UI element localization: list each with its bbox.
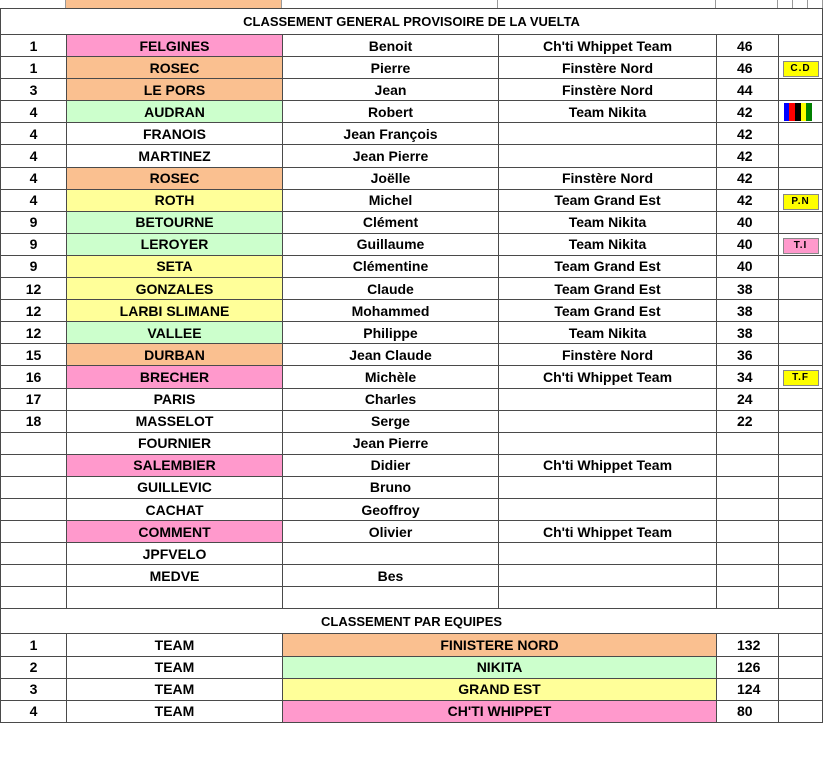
rider-badge-cell: [779, 189, 823, 211]
rider-points: [717, 454, 779, 476]
rider-first-name: Michèle: [283, 366, 499, 388]
top-strip: [0, 0, 824, 8]
rider-rank: 1: [1, 57, 67, 79]
rider-points: [717, 498, 779, 520]
rainbow-jersey-icon: [784, 103, 818, 121]
rider-rank: 9: [1, 255, 67, 277]
rider-team: [499, 498, 717, 520]
rider-last-name: [67, 587, 283, 609]
rider-first-name: Guillaume: [283, 233, 499, 255]
rider-team: Finstère Nord: [499, 79, 717, 101]
team-row: [1, 634, 823, 656]
jersey-badge: T.I: [783, 238, 819, 254]
rider-points: 34: [717, 366, 779, 388]
rider-points: 42: [717, 189, 779, 211]
rider-team: Team Nikita: [499, 322, 717, 344]
rider-rank: 15: [1, 344, 67, 366]
rider-team: [499, 432, 717, 454]
rider-rank: 3: [1, 79, 67, 101]
rider-row: [1, 498, 823, 520]
rider-first-name: Mohammed: [283, 300, 499, 322]
rider-points: 38: [717, 322, 779, 344]
rider-first-name: Philippe: [283, 322, 499, 344]
team-points: 132: [717, 634, 779, 656]
rider-points: 38: [717, 300, 779, 322]
rider-rank: 4: [1, 189, 67, 211]
rider-first-name: [283, 587, 499, 609]
rider-badge-cell: [779, 410, 823, 432]
rider-row: [1, 344, 823, 366]
rider-row: [1, 543, 823, 565]
rider-team: Team Grand Est: [499, 189, 717, 211]
team-name: CH'TI WHIPPET: [283, 700, 717, 722]
team-row: [1, 656, 823, 678]
rider-badge-cell: [779, 454, 823, 476]
team-label: TEAM: [67, 634, 283, 656]
rider-row: [1, 410, 823, 432]
rider-last-name: BRECHER: [67, 366, 283, 388]
rider-row: [1, 79, 823, 101]
team-label: TEAM: [67, 656, 283, 678]
rider-rank: 9: [1, 233, 67, 255]
rider-first-name: Michel: [283, 189, 499, 211]
rider-rank: 16: [1, 366, 67, 388]
top-strip-cell: [778, 0, 793, 8]
rider-first-name: Pierre: [283, 57, 499, 79]
rider-last-name: COMMENT: [67, 521, 283, 543]
rider-points: [717, 543, 779, 565]
team-points: 124: [717, 678, 779, 700]
team-row: [1, 700, 823, 722]
rider-first-name: Olivier: [283, 521, 499, 543]
team-name: NIKITA: [283, 656, 717, 678]
top-strip-cell: [498, 0, 716, 8]
rider-team: [499, 145, 717, 167]
team-label: TEAM: [67, 700, 283, 722]
rider-first-name: Jean Pierre: [283, 145, 499, 167]
page-title: CLASSEMENT GENERAL PROVISOIRE DE LA VUELTA: [1, 9, 823, 35]
rider-points: [717, 587, 779, 609]
rider-points: 24: [717, 388, 779, 410]
rider-team: Ch'ti Whippet Team: [499, 35, 717, 57]
rider-row: [1, 57, 823, 79]
rider-badge-cell: [779, 167, 823, 189]
rider-badge-cell: [779, 543, 823, 565]
rider-rank: 18: [1, 410, 67, 432]
rider-last-name: FOURNIER: [67, 432, 283, 454]
team-rank: 4: [1, 700, 67, 722]
rider-last-name: CACHAT: [67, 498, 283, 520]
team-rank: 3: [1, 678, 67, 700]
rider-first-name: Jean Claude: [283, 344, 499, 366]
rider-rank: 4: [1, 145, 67, 167]
top-strip-cell: [282, 0, 498, 8]
rider-points: 38: [717, 278, 779, 300]
rider-last-name: BETOURNE: [67, 211, 283, 233]
rider-team: Finstère Nord: [499, 344, 717, 366]
rider-first-name: Charles: [283, 388, 499, 410]
rider-rank: 1: [1, 35, 67, 57]
rider-badge-cell: [779, 432, 823, 454]
rider-first-name: Serge: [283, 410, 499, 432]
rider-rank: 12: [1, 278, 67, 300]
rider-points: 42: [717, 167, 779, 189]
rider-team: [499, 123, 717, 145]
team-points: 80: [717, 700, 779, 722]
rider-first-name: Jean: [283, 79, 499, 101]
rider-row: [1, 454, 823, 476]
rider-row: [1, 432, 823, 454]
rider-rank: [1, 587, 67, 609]
rider-rank: 4: [1, 167, 67, 189]
rider-last-name: LARBI SLIMANE: [67, 300, 283, 322]
teams-title: CLASSEMENT PAR EQUIPES: [1, 609, 823, 634]
jersey-badge: T.F: [783, 370, 819, 386]
team-name: FINISTERE NORD: [283, 634, 717, 656]
rider-first-name: Geoffroy: [283, 498, 499, 520]
rider-first-name: Clémentine: [283, 255, 499, 277]
rider-rank: 9: [1, 211, 67, 233]
rider-rank: [1, 498, 67, 520]
rider-points: [717, 521, 779, 543]
rider-last-name: FELGINES: [67, 35, 283, 57]
rider-team: Team Nikita: [499, 101, 717, 123]
rider-points: 22: [717, 410, 779, 432]
rider-badge-cell: [779, 35, 823, 57]
team-label: TEAM: [67, 678, 283, 700]
rider-rank: [1, 543, 67, 565]
rider-team: Team Grand Est: [499, 278, 717, 300]
rider-first-name: Jean François: [283, 123, 499, 145]
rider-badge-cell: [779, 101, 823, 123]
rider-team: Finstère Nord: [499, 57, 717, 79]
jersey-badge: P.N: [783, 194, 819, 210]
rider-rank: [1, 565, 67, 587]
rider-first-name: Benoit: [283, 35, 499, 57]
rider-last-name: AUDRAN: [67, 101, 283, 123]
rider-last-name: DURBAN: [67, 344, 283, 366]
top-strip-cell: [808, 0, 823, 8]
rider-row: [1, 366, 823, 388]
rider-row: [1, 565, 823, 587]
rider-last-name: MASSELOT: [67, 410, 283, 432]
rider-badge-cell: [779, 123, 823, 145]
rider-last-name: SALEMBIER: [67, 454, 283, 476]
rider-row: [1, 587, 823, 609]
top-strip-cell: [66, 0, 282, 8]
rider-rank: 12: [1, 322, 67, 344]
rider-last-name: GONZALES: [67, 278, 283, 300]
team-extra: [779, 678, 823, 700]
rider-first-name: Jean Pierre: [283, 432, 499, 454]
rider-badge-cell: [779, 145, 823, 167]
rider-team: [499, 388, 717, 410]
jersey-badge: C.D: [783, 61, 819, 77]
rider-points: 46: [717, 57, 779, 79]
rider-rank: 17: [1, 388, 67, 410]
rider-row: [1, 145, 823, 167]
rider-row: [1, 35, 823, 57]
rider-row: [1, 255, 823, 277]
rider-rank: 4: [1, 101, 67, 123]
rider-rank: [1, 432, 67, 454]
rider-points: 42: [717, 145, 779, 167]
top-strip-cell: [793, 0, 808, 8]
rider-last-name: ROTH: [67, 189, 283, 211]
rider-badge-cell: [779, 498, 823, 520]
rider-badge-cell: [779, 521, 823, 543]
rider-row: [1, 322, 823, 344]
rider-first-name: Didier: [283, 454, 499, 476]
rider-last-name: LEROYER: [67, 233, 283, 255]
rider-last-name: LE PORS: [67, 79, 283, 101]
rider-badge-cell: [779, 278, 823, 300]
rider-row: [1, 233, 823, 255]
rider-last-name: SETA: [67, 255, 283, 277]
rider-rank: 4: [1, 123, 67, 145]
top-strip-cell: [716, 0, 778, 8]
team-extra: [779, 656, 823, 678]
rider-points: 40: [717, 233, 779, 255]
rider-badge-cell: [779, 366, 823, 388]
rider-team: Ch'ti Whippet Team: [499, 366, 717, 388]
rider-points: [717, 476, 779, 498]
rider-points: 42: [717, 123, 779, 145]
rider-points: 40: [717, 255, 779, 277]
rider-team: Finstère Nord: [499, 167, 717, 189]
rainbow-stripe: [812, 103, 818, 121]
rider-team: [499, 476, 717, 498]
rider-first-name: Robert: [283, 101, 499, 123]
rider-badge-cell: [779, 233, 823, 255]
top-strip-cell: [0, 0, 66, 8]
team-row: [1, 678, 823, 700]
rider-last-name: JPFVELO: [67, 543, 283, 565]
rider-row: [1, 521, 823, 543]
teams-title-row: [1, 609, 823, 634]
rider-rank: [1, 454, 67, 476]
spreadsheet: [0, 8, 823, 723]
team-extra: [779, 634, 823, 656]
rider-team: Team Nikita: [499, 211, 717, 233]
rider-last-name: GUILLEVIC: [67, 476, 283, 498]
rider-row: [1, 388, 823, 410]
rider-badge-cell: [779, 300, 823, 322]
team-rank: 2: [1, 656, 67, 678]
rider-badge-cell: [779, 476, 823, 498]
rider-badge-cell: [779, 388, 823, 410]
rider-last-name: PARIS: [67, 388, 283, 410]
rider-points: 44: [717, 79, 779, 101]
rider-badge-cell: [779, 211, 823, 233]
rider-points: 40: [717, 211, 779, 233]
rider-rank: 12: [1, 300, 67, 322]
rider-row: [1, 211, 823, 233]
rider-row: [1, 167, 823, 189]
rider-points: 42: [717, 101, 779, 123]
rider-points: [717, 432, 779, 454]
team-name: GRAND EST: [283, 678, 717, 700]
rider-team: [499, 410, 717, 432]
rider-team: Ch'ti Whippet Team: [499, 521, 717, 543]
rider-row: [1, 123, 823, 145]
rider-badge-cell: [779, 344, 823, 366]
rider-team: [499, 565, 717, 587]
rider-points: [717, 565, 779, 587]
rider-points: 36: [717, 344, 779, 366]
rider-team: Team Nikita: [499, 233, 717, 255]
rider-badge-cell: [779, 565, 823, 587]
rider-row: [1, 476, 823, 498]
rider-team: [499, 587, 717, 609]
rider-row: [1, 189, 823, 211]
team-extra: [779, 700, 823, 722]
rider-team: [499, 543, 717, 565]
rider-last-name: VALLEE: [67, 322, 283, 344]
rider-badge-cell: [779, 255, 823, 277]
rider-first-name: Joëlle: [283, 167, 499, 189]
rider-team: Team Grand Est: [499, 255, 717, 277]
rider-badge-cell: [779, 587, 823, 609]
rider-last-name: MARTINEZ: [67, 145, 283, 167]
rider-row: [1, 300, 823, 322]
title-row: [1, 9, 823, 35]
rider-last-name: FRANOIS: [67, 123, 283, 145]
rider-first-name: Claude: [283, 278, 499, 300]
rider-rank: [1, 521, 67, 543]
rider-rank: [1, 476, 67, 498]
rider-last-name: MEDVE: [67, 565, 283, 587]
rider-row: [1, 101, 823, 123]
rider-row: [1, 278, 823, 300]
team-rank: 1: [1, 634, 67, 656]
rider-team: Ch'ti Whippet Team: [499, 454, 717, 476]
rider-last-name: ROSEC: [67, 57, 283, 79]
team-points: 126: [717, 656, 779, 678]
rider-first-name: [283, 543, 499, 565]
rider-points: 46: [717, 35, 779, 57]
rider-first-name: Bruno: [283, 476, 499, 498]
rider-last-name: ROSEC: [67, 167, 283, 189]
rider-badge-cell: [779, 79, 823, 101]
rider-badge-cell: [779, 57, 823, 79]
rider-first-name: Clément: [283, 211, 499, 233]
rider-team: Team Grand Est: [499, 300, 717, 322]
rider-badge-cell: [779, 322, 823, 344]
rider-first-name: Bes: [283, 565, 499, 587]
